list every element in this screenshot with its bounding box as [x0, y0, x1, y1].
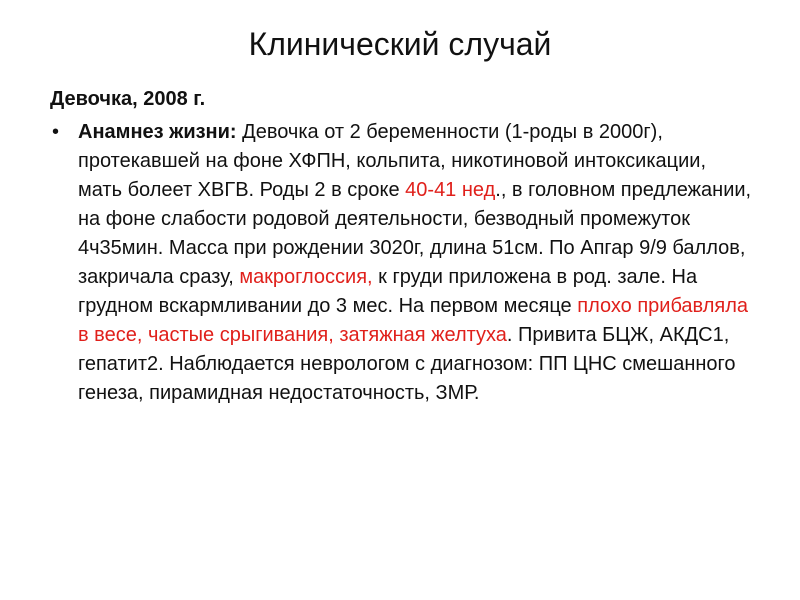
anamnesis-text-2: ., в головном предлежании, на фоне слабости родовой деятельности, безводный промежуток 4ч35мин. Масса при рождении 3020г, длина 51см. По Апгар 9/9 баллов, закричала сразу,: [78, 179, 752, 288]
highlight-macroglossia: макроглоссия,: [239, 266, 373, 288]
slide-title: Клинический случай: [248, 26, 552, 62]
anamnesis-text-4: . Привита БЦЖ, АКДС1, гепатит2. Наблюдается неврологом с диагнозом: ПП ЦНС смешанного генеза, пирамидная недостаточность, ЗМР.: [78, 324, 736, 404]
bullet-list: [52, 118, 752, 408]
anamnesis-bullet: [52, 118, 752, 408]
anamnesis-text-3: к груди приложена в род. зале. На грудном вскармливании до 3 мес. На первом месяце: [78, 266, 698, 317]
highlight-symptoms: плохо прибавляла в весе, частые срыгивания, затяжная желтуха: [78, 295, 749, 346]
highlight-gestation: 40-41 нед: [405, 179, 496, 201]
patient-heading: Девочка, 2008 г.: [50, 88, 206, 110]
bullet-marker: •: [52, 121, 60, 143]
anamnesis-label: Анамнез жизни:: [78, 121, 237, 143]
anamnesis-text-1: Девочка от 2 беременности (1-роды в 2000г), протекавшей на фоне ХФПН, кольпита, никотиновой интоксикации, мать болеет ХВГВ. Роды 2 в сроке: [78, 121, 707, 201]
